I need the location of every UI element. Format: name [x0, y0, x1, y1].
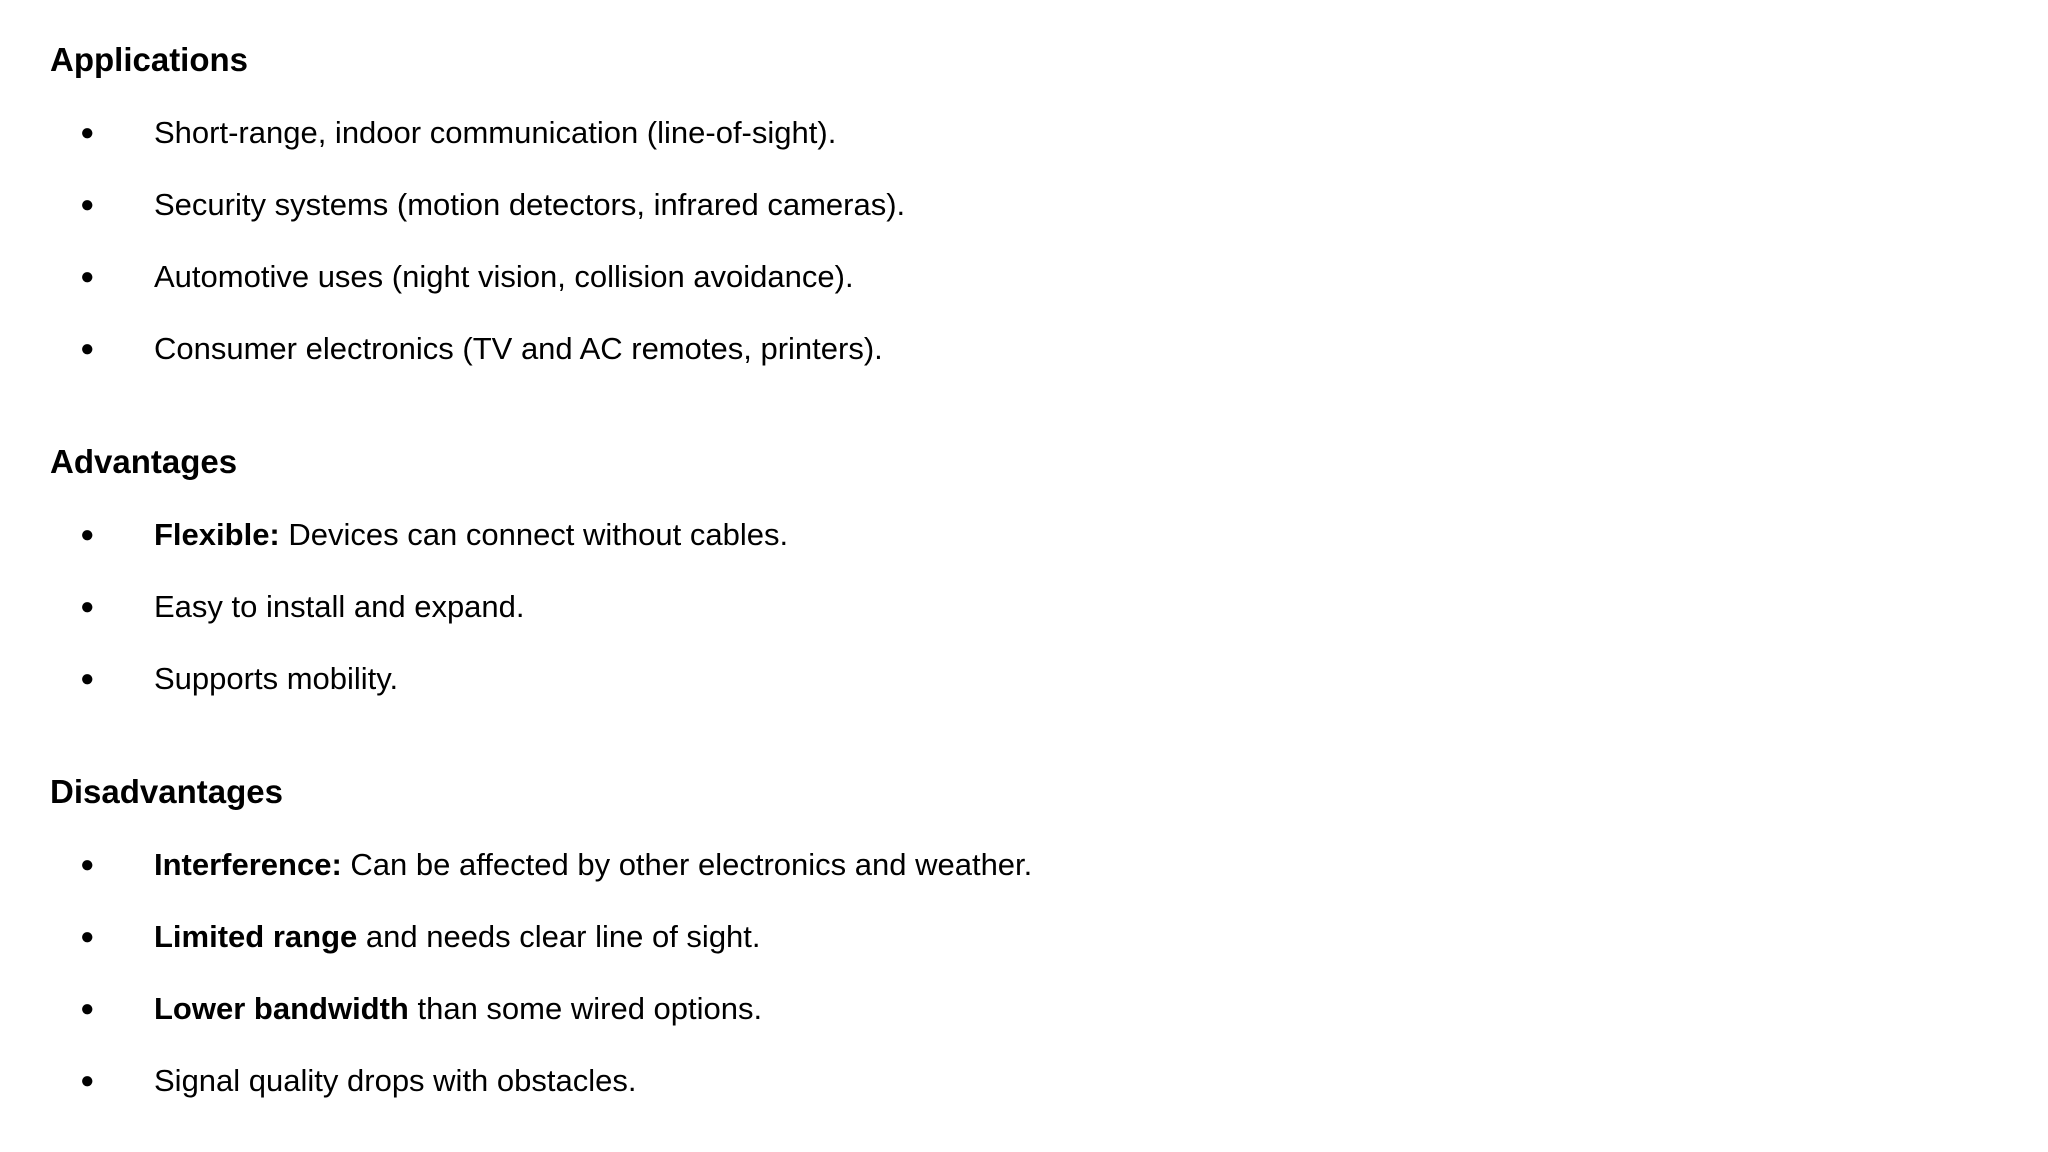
bullet-icon: ● — [80, 995, 95, 1022]
section-heading-applications: Applications — [50, 41, 249, 78]
list-item — [0, 989, 2048, 1029]
list-item-body: Devices can connect without cables. — [279, 517, 789, 552]
list-item-bold: Lower bandwidth — [154, 991, 409, 1026]
bullet-icon: ● — [80, 263, 95, 290]
list-item-text — [154, 1061, 636, 1101]
bullet-icon: ● — [80, 851, 95, 878]
list-item-bold: Interference: — [154, 847, 342, 882]
section-heading-advantages: Advantages — [50, 443, 238, 480]
list-item-bold: Limited range — [154, 919, 358, 954]
bullet-icon: ● — [80, 923, 95, 950]
section-heading-disadvantages: Disadvantages — [50, 773, 283, 810]
bullet-icon: ● — [80, 191, 95, 218]
list-item-body: and needs clear line of sight. — [357, 919, 761, 954]
list-item-body: Consumer electronics (TV and AC remotes, printers). — [154, 331, 883, 366]
list-item-text — [154, 845, 1032, 885]
bullet-icon: ● — [80, 1067, 95, 1094]
list-item-body: Easy to install and expand. — [154, 589, 525, 624]
bullet-icon: ● — [80, 593, 95, 620]
list-item-body: Supports mobility. — [154, 661, 399, 696]
list-item-text — [154, 659, 398, 699]
list-item — [0, 257, 2048, 297]
list-item — [0, 1061, 2048, 1101]
list-item-text — [154, 113, 836, 153]
list-item — [0, 917, 2048, 957]
list-item-text — [154, 917, 761, 957]
list-item-body: Signal quality drops with obstacles. — [154, 1063, 637, 1098]
list-item-text — [154, 515, 788, 555]
list-item-body: Security systems (motion detectors, infrared cameras). — [154, 187, 906, 222]
list-item-body: than some wired options. — [408, 991, 763, 1026]
list-item-text — [154, 329, 883, 369]
list-item — [0, 845, 2048, 885]
list-item-body: Automotive uses (night vision, collision avoidance). — [154, 259, 854, 294]
list-item — [0, 185, 2048, 225]
bullet-icon: ● — [80, 665, 95, 692]
bullet-icon: ● — [80, 335, 95, 362]
bullet-icon: ● — [80, 119, 95, 146]
list-item — [0, 515, 2048, 555]
list-item-text — [154, 185, 905, 225]
list-item — [0, 659, 2048, 699]
list-item-body: Can be affected by other electronics and weather. — [341, 847, 1033, 882]
list-item-text — [154, 257, 854, 297]
bullet-icon: ● — [80, 521, 95, 548]
list-item-text — [154, 587, 525, 627]
list-item — [0, 329, 2048, 369]
list-item — [0, 587, 2048, 627]
list-item-text — [154, 989, 762, 1029]
list-item — [0, 113, 2048, 153]
list-item-body: Short-range, indoor communication (line-of-sight). — [154, 115, 837, 150]
list-item-bold: Flexible: — [154, 517, 280, 552]
